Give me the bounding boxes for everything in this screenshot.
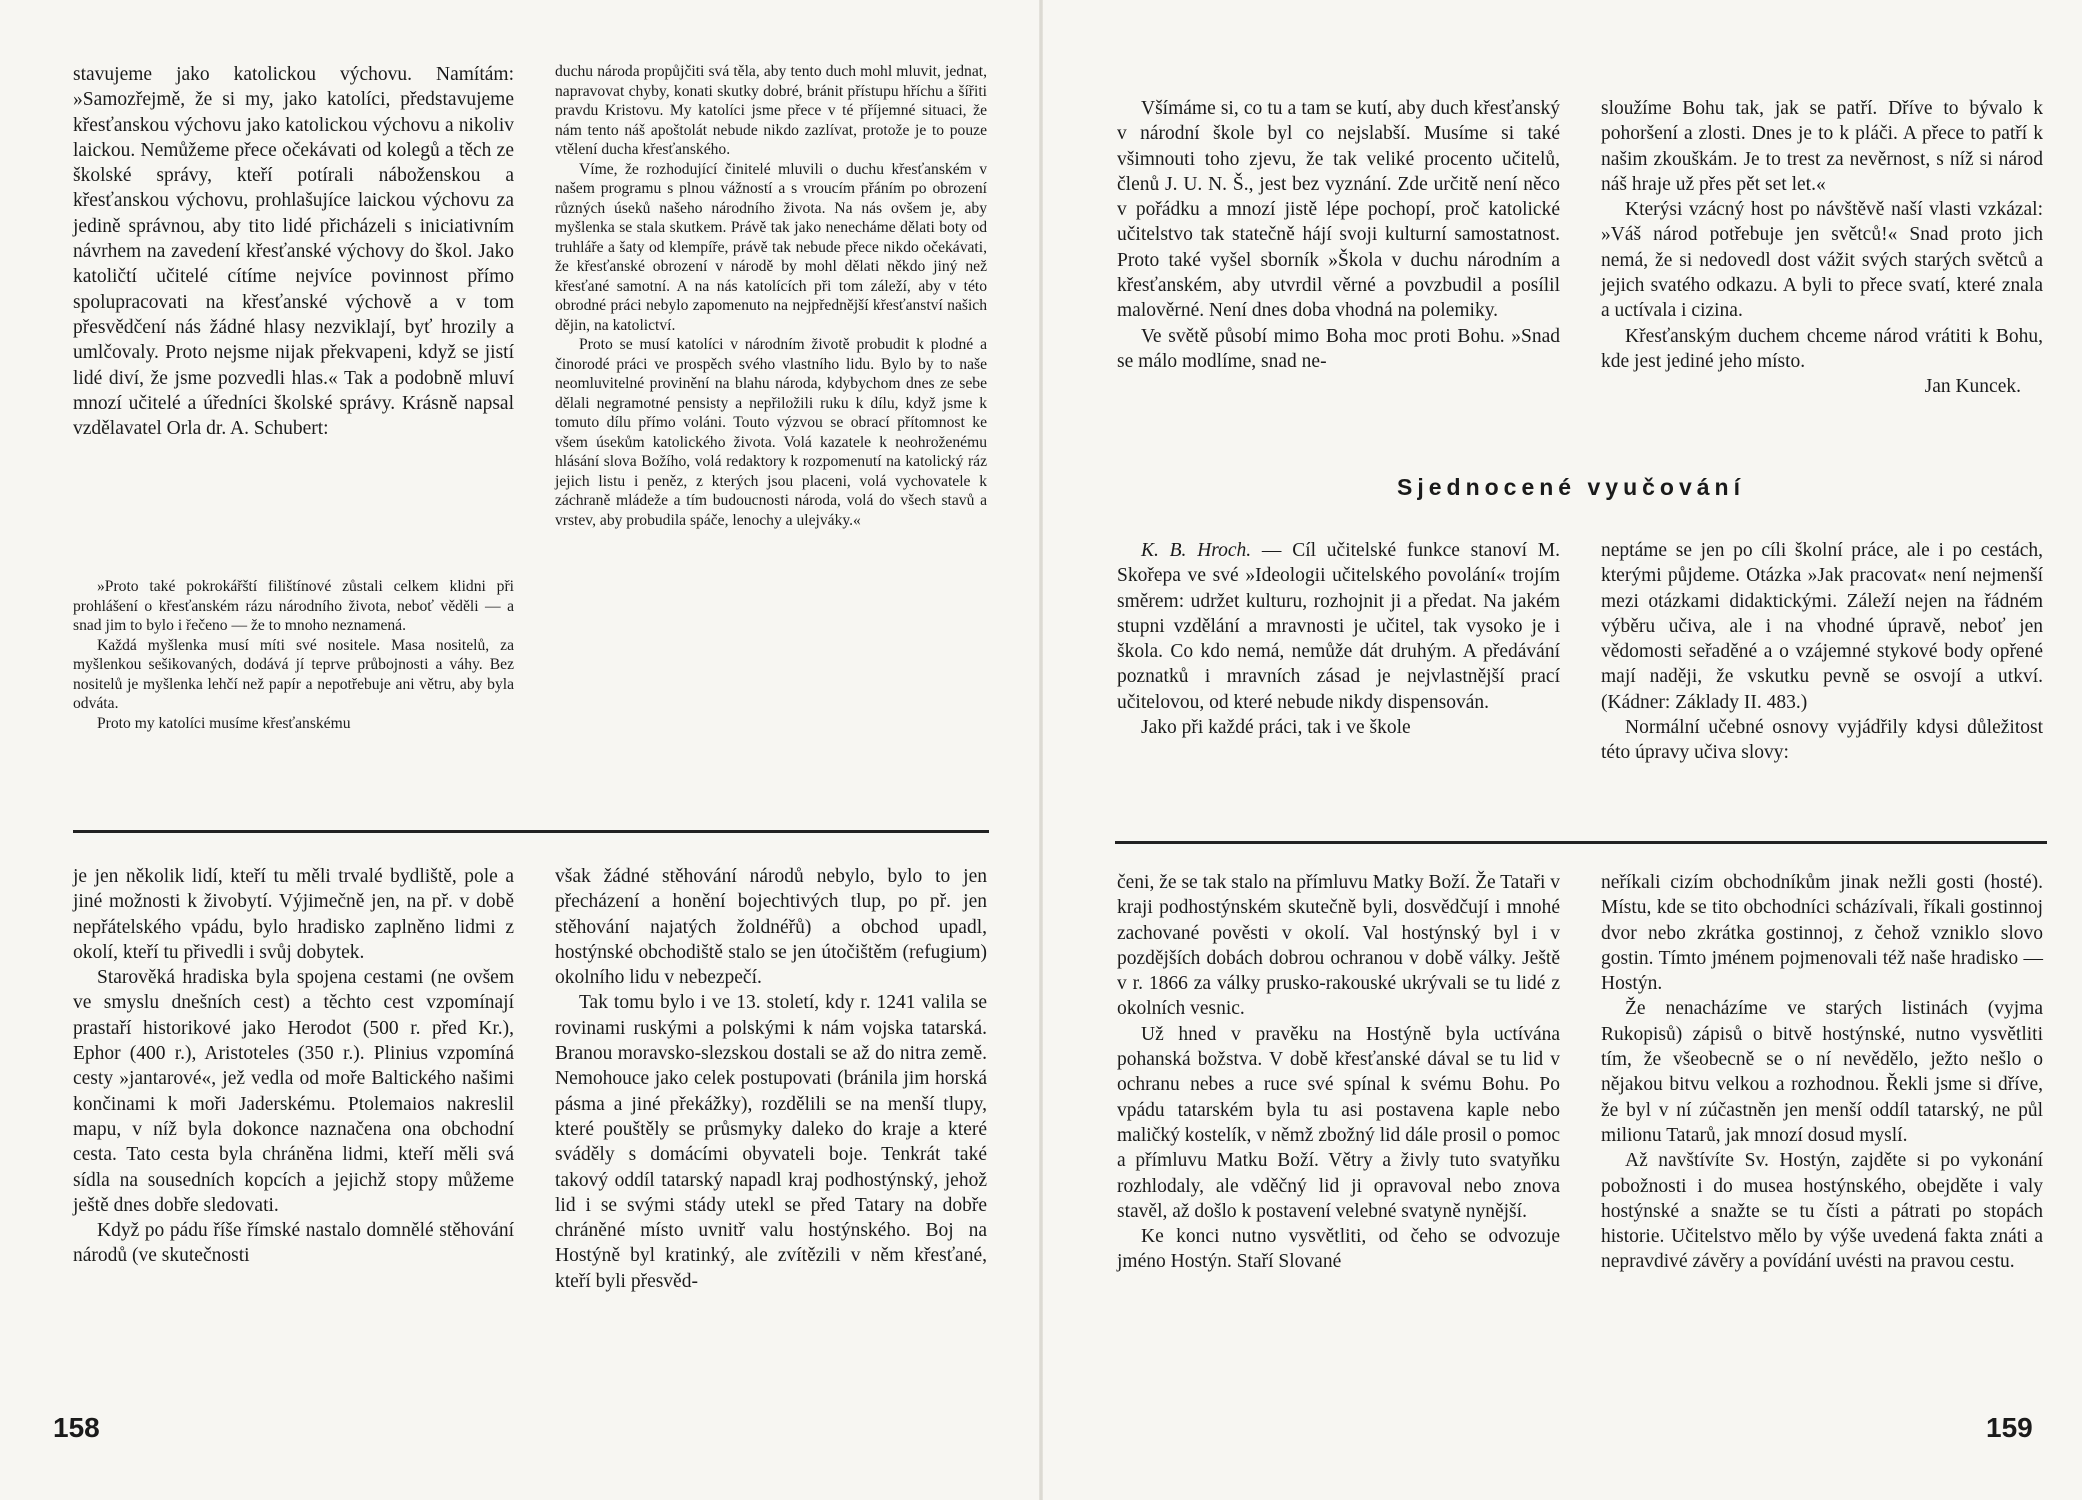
paragraph: Že nenacházíme ve starých listinách (vyjma Rukopisů) zápisů o bitvě hostýnské, nutno vysvětliti tím, že všeobecně se o ní nevědělo, ježto nešlo o nějakou bitvu velkou a rozhodnou. Řekli jsme si dříve, že byl v ní zúčastněn jen menší oddíl tatarský, ne půl milionu Tatarů, jak mnozí dosud myslí. [1601, 998, 2043, 1146]
paragraph: Ve světě působí mimo Boha moc proti Bohu. »Snad se málo modlíme, snad ne- [1117, 325, 1560, 372]
paragraph: Starověká hradiska byla spojena cestami (ne ovšem ve smyslu dnešních cest) a těchto cest vzpomínají prastaří historikové jako Herodot (500 r. před Kr.), Ephor (400 r.), Aristoteles (350 r.). Plinius vzpomíná cesty »jantarové«, jež vedla od moře Baltického našimi končinami k moři Jaderskému. Ptolemaios nakreslil mapu, v níž byla dokonce naznačena ona obchodní cesta. Tato cesta byla chráněna lidmi, kteří měli svá sídla na sousedních kopcích a jejichž stopy můžeme ještě dnes dobře sledovati. [73, 967, 514, 1216]
page-number: 159 [1986, 1412, 2033, 1443]
paragraph: Když po pádu říše římské nastalo domnělé stěhování národů (ve skutečnosti [73, 1220, 514, 1267]
paragraph: Normální učebné osnovy vyjádřily kdysi důležitost této úpravy učiva slovy: [1601, 717, 2043, 764]
paragraph: Proto se musí katolíci v národním životě probudit k plodné a činorodé práci ve prospěch svého vlastního lidu. Bylo by to naše neomluvitelné provinění na blahu národa, kdybychom dnes ze sebe dělali negramotné pensisty a nepřiložili ruku k dílu, když jsme k tomuto dílu přímo voláni. Touto výzvou se obrací přítomnost ke všem úsekům katolického života. Volá kazatele k neohroženému hlásání slova Božího, volá redaktory k rozpomenutí na katolický ráz jejich listu i peněz, z kterých jsou placeni, volá vychovatele k záchraně mládeže a tím budoucnosti národa, volá do všech stavů a vrstev, aby probudila spáče, lenochy a ulejváky.« [555, 336, 987, 529]
left-top-column-1 [73, 62, 514, 441]
paragraph: Proto my katolíci musíme křesťanskému [97, 714, 351, 732]
right-mid-column-2 [1601, 538, 2043, 766]
right-bottom-column-2 [1601, 870, 2043, 1275]
paragraph: Kterýsi vzácný host po návštěvě naší vlasti vzkázal: »Váš národ potřebuje jen světců!« Snad proto jich nemá, že si nedovedl dost vážit svých starých světců a jejich svatého odkazu. A byli to přece svatí, které znala a uctívala i cizina. [1601, 199, 2043, 322]
paragraph: Tak tomu bylo i ve 13. století, kdy r. 1241 valila se rovinami ruskými a polskými k nám vojska tatarská. Branou moravsko-slezskou dostali se až do nitra země. Nemohouce jako celek postupovati (bránila jim horská pásma a jiné překážky), rozdělili se na menší tlupy, které pouštěly se průsmyky daleko do kraje a které sváděly s domácími obyvateli boje. Tenkrát také takový oddíl tatarský napadl kraj podhostýnský, jehož lid i se svými stády utekl se před Tatary na dobře chráněné místo uvnitř valu hostýnského. Boj na Hostýně byl kratinký, ale zvítězili v něm křesťané, kteří byli přesvěd- [555, 992, 987, 1292]
section-heading: Sjednocené vyučování [1397, 474, 1745, 500]
paragraph: Ke konci nutno vysvětliti, od čeho se odvozuje jméno Hostýn. Staří Slované [1117, 1226, 1560, 1273]
left-top-column-2 [555, 62, 987, 530]
paragraph: čeni, že se tak stalo na přímluvu Matky Boží. Že Tataři v kraji podhostýnském skutečně byli, dosvědčují i mnohé zachované pověsti v okolí. Val hostýnský byl i v pozdějších dobách dobrou ochranou v době války. Ještě v r. 1866 za války prusko-rakouské ukrývali se tu lidé z okolních vesnic. [1117, 872, 1560, 1020]
article-byline: K. B. Hroch. [1141, 540, 1252, 561]
paragraph: je jen několik lidí, kteří tu měli trvalé bydliště, pole a jiné možnosti k živobytí. Výjimečně jen, na př. v době nepřátelského vpádu, bylo hradisko zaplněno lidmi z okolí, kteří tu přivedli i svůj dobytek. [73, 866, 514, 963]
paragraph: Křesťanským duchem chceme národ vrátiti k Bohu, kde jest jediné jeho místo. [1601, 325, 2043, 372]
right-bottom-column-1 [1117, 870, 1560, 1275]
paragraph: sloužíme Bohu tak, jak se patří. Dříve to bývalo k pohoršení a zlosti. Dnes je to k pláči. A přece to patří k našim zkouškám. Je to trest za nevěrnost, s níž si národ náš hraje už přes pět set let.« [1601, 98, 2043, 195]
paragraph-text: — Cíl učitelské funkce stanoví M. Skořepa ve své »Ideologii učitelského povolání« trojím směrem: udržet kulturu, rozhojnit ji a předat. Na jakém stupni vzdělání a mravnosti je učitel, tak vysoko je i škola. Co kdo nemá, nemůže dát druhým. A předávání poznatků i mravních zásad je nejvlastnější prací učitelovou, od které nebude nikdy dispensován. [1117, 540, 1560, 713]
paragraph: Víme, že rozhodující činitelé mluvili o duchu křesťanském v našem programu s plnou vážností a s vroucím přáním po obrození různých úseků našeho národního života. Na nás ovšem je, aby myšlenka se stala skutkem. Právě tak jako nenecháme dělati boty od truhláře a šaty od klempíře, právě tak nebude přece nikdo očekávati, že křesťanské obrození v národě by mohl dělati někdo jiný než křesťané samotní. A na nás katolících při tom záleží, aby v této obrodné práci nebylo zapomenuto na nejpřednější křesťanství našich dějin, na katolictví. [555, 160, 987, 334]
paragraph: »Proto také pokrokářští filištínové zůstali celkem klidni při prohlášení o křesťanském rázu národního života, neboť věděli — a snad jim to bylo i řečeno — že to mnoho neznamená. [73, 578, 514, 634]
paragraph: však žádné stěhování národů nebylo, bylo to jen přecházení a honění bojechtivých tlup, po př. jen stěhování najatých žoldnéřů) a obchod upadl, hostýnské obchodiště stalo se jen útočištěm (refugium) okolního lidu v nebezpečí. [555, 866, 987, 989]
right-top-column-1 [1117, 96, 1560, 374]
section-divider [1115, 841, 2047, 844]
paragraph: Všímáme si, co tu a tam se kutí, aby duch křesťanský v národní škole byl co nejslabší. Musíme si také všimnouti toho zjevu, že tak veliké procento učitelů, členů J. U. N. Š., jest bez vyznání. Zde určitě není něco v pořádku a mnozí jistě lépe pochopí, proč katolické učitelstvo tak statečně hájí svoji kulturní samostatnost. Proto také vyšel sborník »Škola v duchu národním a křesťanském, aby utvrdil věrné a povzbudil a posílil malověrné. Není dnes doba vhodná na polemiky. [1117, 98, 1560, 322]
paragraph: duchu národa propůjčiti svá těla, aby tento duch mohl mluvit, jednat, napravovat chyby, konati skutky dobré, bránit přístupu hříchu a šířiti pravdu Kristovu. My katolíci jsme přece v té příjemné situaci, že nám tento náš apoštolát nebude nikdo zazlívat, protože je to pouze vtělení ducha křesťanského. [555, 63, 987, 158]
paragraph: neříkali cizím obchodníkům jinak nežli gosti (hosté). Místu, kde se tito obchodníci scházívali, říkali gostinnoj dvor nebo zkrátka gostinnoj, z čehož vzniklo slovo gostin. Tímto jménem pojmenovali též naše hradisko — Hostýn. [1601, 872, 2043, 995]
paragraph: Jako při každé práci, tak i ve škole [1141, 717, 1411, 739]
page-number: 158 [53, 1412, 100, 1443]
paragraph: stavujeme jako katolickou výchovu. Namítám: »Samozřejmě, že si my, jako katolíci, představujeme křesťanskou výchovu jako katolickou výchovu a nikoliv laickou. Nemůžeme přece očekávati od kolegů a těch ze školské správy, kteří potírali náboženskou a křesťanskou výchovu, prohlašujíce laickou výchovu za jedině správnou, aby tito lidé přicházeli s iniciativním návrhem na zavedení křesťanské výchovy do škol. Jako katoličtí učitelé cítíme nejvíce povinnost přímo spolupracovati na křesťanské výchově a v tom přesvědčení nás žádné hlasy nezviklají, byť hrozily a umlčovaly. Proto nejsme nijak překvapeni, když se jistí lidé diví, že jsme pozvedli hlas.« Tak a podobně mluví mnozí učitelé a úředníci školské správy. Krásně napsal vzdělavatel Orla dr. A. Schubert: [73, 64, 514, 440]
page-159 [1041, 0, 2082, 1500]
section-divider [73, 830, 989, 833]
left-top-column-1-quote [73, 577, 514, 733]
left-bottom-column-1 [73, 864, 514, 1269]
left-bottom-column-2 [555, 864, 987, 1294]
paragraph: neptáme se jen po cíli školní práce, ale i po cestách, kterými půjdeme. Otázka »Jak pracovat« není nejmenší mezi otázkami didaktickými. Záleží nejen na řádném výběru učiva, ale i na vhodné úpravě, neboť jen vědomosti seřaděné a o vzájemné stykové body opřené mají naději, že vskutku pevně se osvojí a utkví. (Kádner: Základy II. 483.) [1601, 540, 2043, 713]
author-signature: Jan Kuncek. [1924, 376, 2021, 398]
right-top-column-2 [1601, 96, 2043, 400]
paragraph: Až navštívíte Sv. Hostýn, zajděte si po vykonání pobožnosti i do musea hostýnského, obejděte i valy hostýnské a snažte se tu čísti a pátrati po stopách historie. Učitelstvo mělo by výše uvedená fakta znáti a nepravdivé závěry a povídání uvésti na pravou cestu. [1601, 1150, 2043, 1273]
right-mid-column-1 [1117, 538, 1560, 740]
paragraph [1117, 538, 1560, 715]
paragraph: Už hned v pravěku na Hostýně byla uctívána pohanská božstva. V době křesťanské dával se tu lid v ochranu nebes a ruce své spínal k svému Bohu. Po vpádu tatarském byla tu asi postavena kaple nebo maličký kostelík, v němž zbožný lid dále prosil o pomoc a přímluvu Matku Boží. Větry a živly tuto svatyňku rozhlodaly, ale vděčný lid ji opravoval nebo znova stavěl, až došlo k postavení velebné svatyně nynější. [1117, 1023, 1560, 1222]
paragraph: Každá myšlenka musí míti své nositele. Masa nositelů, za myšlenkou sešikovaných, dodává jí teprve průbojnosti a váhy. Bez nositelů je myšlenka lehčí než papír a nepotřebuje ani větru, aby byla odváta. [73, 636, 514, 712]
